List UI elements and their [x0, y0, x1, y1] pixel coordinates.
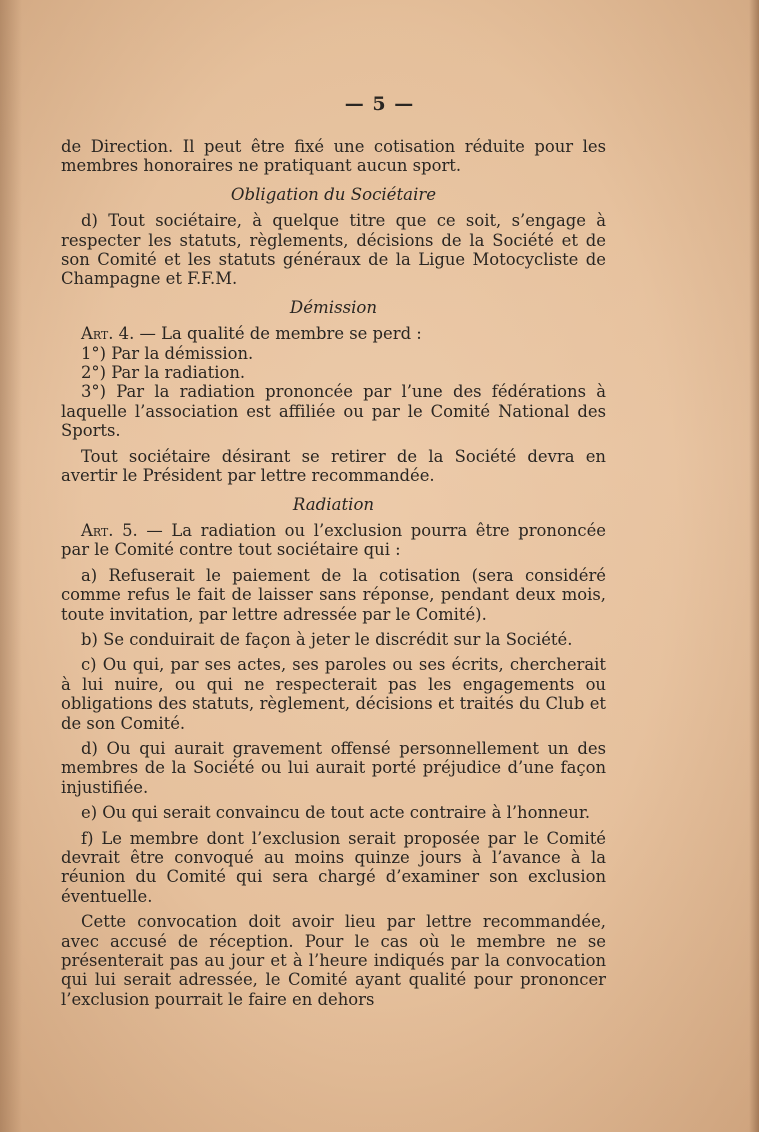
- paragraph-radiation-d: d) Ou qui aurait gravement offensé personnellement un des membres de la Société ou lui aurait porté préjudice d’une façon injustifiée.: [61, 738, 606, 797]
- paragraph-article-5: [61, 521, 606, 560]
- article-5-label: Art. 5.: [81, 520, 138, 540]
- paragraph-radiation-c: c) Ou qui, par ses actes, ses paroles ou ses écrits, chercherait à lui nuire, ou qui ne respecterait pas les engagements ou obligations des statuts, règlement, décisions et traités du Club et de son Comité.: [61, 655, 606, 733]
- paragraph-radiation-f: f) Le membre dont l’exclusion serait proposée par le Comité devrait être convoqué au moins quinze jours à l’avance à la réunion du Comité qui sera chargé d’examiner son exclusion éventuelle.: [61, 828, 606, 906]
- article-4-label: Art. 4.: [81, 324, 135, 344]
- article-5-text: — La radiation ou l’exclusion pourra être prononcée par le Comité contre tout sociétaire qui :: [61, 520, 606, 560]
- paragraph-convocation: Cette convocation doit avoir lieu par lettre recommandée, avec accusé de réception. Pour le cas où le membre ne se présenterait pas au jour et à l’heure indiqués par la convocation qui lui serait adressée, le Comité ayant qualité pour prononcer l’exclusion pourrait le faire en dehors: [61, 912, 606, 1009]
- paragraph-demission-3: 3°) Par la radiation prononcée par l’une des fédérations à laquelle l’association est affiliée ou par le Comité National des Sports.: [61, 382, 606, 441]
- paragraph-radiation-e: e) Ou qui serait convaincu de tout acte contraire à l’honneur.: [81, 803, 591, 823]
- paragraph-cotisation-end: de Direction. Il peut être fixé une cotisation réduite pour les membres honoraires ne pratiquant aucun sport.: [61, 137, 606, 176]
- paragraph-demission-2: 2°) Par la radiation.: [81, 363, 246, 383]
- document-body: [61, 137, 606, 1009]
- page-number: — 5 —: [344, 93, 415, 115]
- paragraph-demission-1: 1°) Par la démission.: [81, 343, 254, 363]
- heading-obligation: Obligation du Sociétaire: [230, 184, 437, 204]
- heading-demission: Démission: [289, 297, 378, 317]
- paragraph-retirer: Tout sociétaire désirant se retirer de la Société devra en avertir le Président par lettre recommandée.: [61, 446, 606, 486]
- paragraph-article-4: [61, 324, 606, 343]
- paragraph-radiation-b: b) Se conduirait de façon à jeter le discrédit sur la Société.: [81, 629, 573, 649]
- paragraph-radiation-a: a) Refuserait le paiement de la cotisation (sera considéré comme refus le fait de laisser sans réponse, pendant deux mois, toute invitation, par lettre adressée par le Comité).: [61, 565, 606, 624]
- article-4-text: — La qualité de membre se perd :: [134, 324, 422, 344]
- paragraph-obligation-d: d) Tout sociétaire, à quelque titre que ce soit, s’engage à respecter les statuts, règlements, décisions de la Société et de son Comité et les statuts généraux de la Ligue Motocycliste de Champagne et F.F.M.: [61, 211, 606, 289]
- heading-radiation: Radiation: [292, 494, 375, 514]
